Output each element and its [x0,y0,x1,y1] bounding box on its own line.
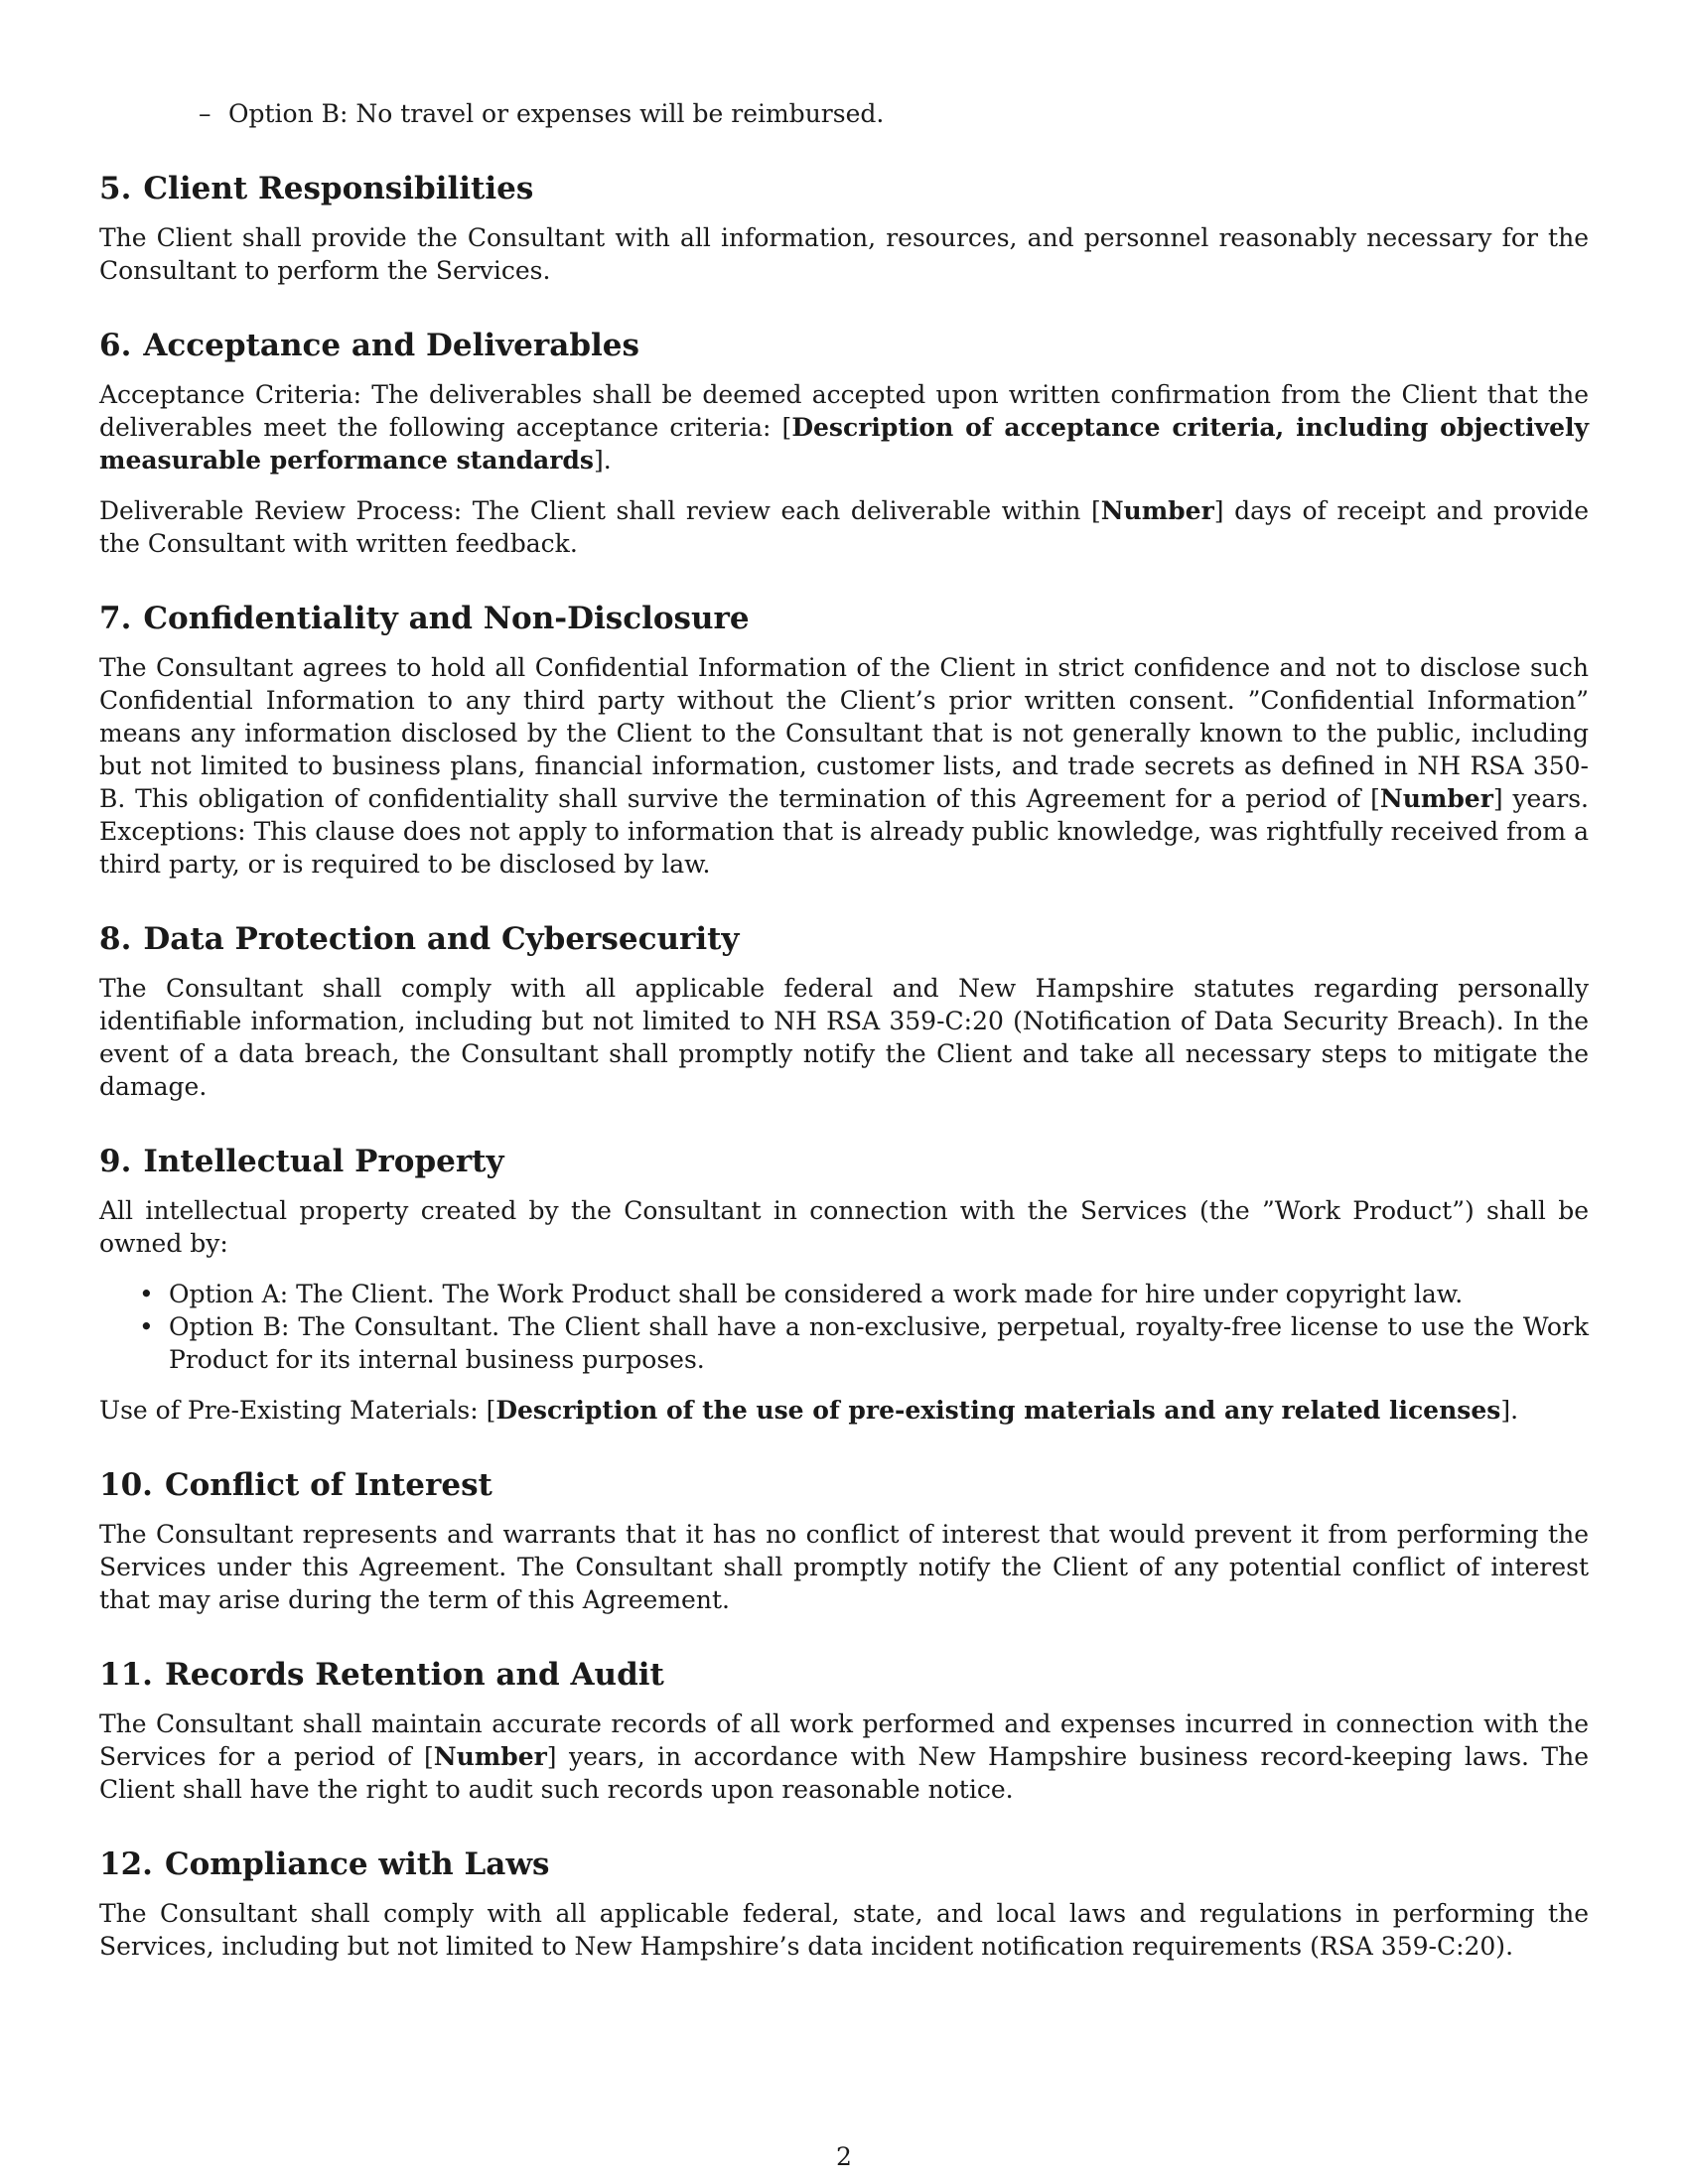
ownership-options-list [99,1278,1589,1376]
placeholder-text: Number [1379,784,1493,813]
section-number: 7. [99,601,132,636]
section-intellectual-property [99,1143,1589,1427]
section-heading [99,1656,1589,1694]
text-run: The Consultant shall maintain accurate records of all work performed and expenses incurred in connection with the Services for a period of [ [99,1709,1589,1771]
acceptance-criteria-paragraph [99,378,1589,477]
list-item: • Option B: The Consultant. The Client shall have a non-exclusive, perpetual, royalty-free license to use the Work Product for its internal business purposes. [99,1310,1589,1376]
section-number: 10. [99,1467,153,1503]
section-heading [99,1466,1589,1504]
pre-existing-materials-paragraph [99,1394,1589,1427]
text-run: ] years. Exceptions: This clause does not apply to information that is already public knowledge, was rightfully received from a third party, or is required to be disclosed by law. [99,784,1589,879]
text-run: Acceptance Criteria: The deliverables shall be deemed accepted upon written confirmation from the Client that the deliverables meet the following acceptance criteria: [ [99,380,1589,442]
section-heading [99,1845,1589,1883]
list-item: • Option A: The Client. The Work Product shall be considered a work made for hire under copyright law. [99,1278,1589,1310]
section-paragraph: The Client shall provide the Consultant with all information, resources, and personnel reasonably necessary for the Consultant to perform the Services. [99,223,1589,285]
text-run: ]. [1500,1396,1519,1425]
continued-option-item: – Option B: No travel or expenses will be reimbursed. [199,97,1589,130]
section-paragraph [99,1707,1589,1806]
section-conflict-of-interest [99,1466,1589,1616]
section-acceptance-deliverables [99,327,1589,560]
placeholder-text: Description of acceptance criteria, including objectively measurable performance standards [99,413,1589,475]
section-paragraph [99,651,1589,881]
page-number: 2 [836,2142,852,2171]
section-heading [99,170,1589,207]
text-run: Use of Pre-Existing Materials: [ [99,1396,496,1425]
section-number: 12. [99,1846,153,1882]
section-heading [99,327,1589,364]
text-run: Deliverable Review Process: The Client shall review each deliverable within [ [99,496,1101,525]
section-paragraph: The Consultant represents and warrants that it has no conflict of interest that would prevent it from performing the Services under this Agreement. The Consultant shall promptly notify the Client of any potential conflict of interest that may arise during the term of this Agreement. [99,1520,1589,1614]
section-paragraph: The Consultant shall comply with all applicable federal and New Hampshire statutes regarding personally identifiable information, including but not limited to NH RSA 359-C:20 (Notification of Data Security Breach). In the event of a data breach, the Consultant shall promptly notify the Client and take all necessary steps to mitigate the damage. [99,974,1589,1101]
section-compliance-with-laws [99,1845,1589,1963]
section-number: 8. [99,921,132,957]
text-run: The Consultant agrees to hold all Confidential Information of the Client in strict confidence and not to disclose such Confidential Information to any third party without the Client’s prior written consent. ”Confidential Information” means any information disclosed by the Client to the Consultant that is not generally known to the public, including but not limited to business plans, financial information, customer lists, and trade secrets as defined in NH RSA 350-B. This obligation of confidentiality shall survive the termination of this Agreement for a period of [ [99,653,1589,813]
section-title: Confidentiality and Non-Disclosure [143,601,750,636]
section-confidentiality [99,600,1589,881]
placeholder-text: Number [433,1742,547,1771]
section-number: 5. [99,171,132,206]
section-title: Data Protection and Cybersecurity [143,921,740,957]
text-run: ]. [594,446,612,475]
section-title: Acceptance and Deliverables [143,328,639,363]
section-paragraph: The Consultant shall comply with all applicable federal, state, and local laws and regulations in performing the Services, including but not limited to New Hampshire’s data incident notification requirements (RSA 359-C:20). [99,1899,1589,1961]
placeholder-text: Description of the use of pre-existing materials and any related licenses [495,1396,1501,1425]
section-heading [99,600,1589,637]
text-run: ] days of receipt and provide the Consultant with written feedback. [99,496,1589,558]
section-paragraph: All intellectual property created by the Consultant in connection with the Services (the ”Work Product”) shall be owned by: [99,1196,1589,1258]
section-number: 9. [99,1144,132,1179]
section-client-responsibilities [99,170,1589,287]
section-data-protection [99,920,1589,1103]
text-run: ] years, in accordance with New Hampshire business record-keeping laws. The Client shall have the right to audit such records upon reasonable notice. [99,1742,1589,1804]
section-number: 11. [99,1657,153,1693]
section-number: 6. [99,328,132,363]
section-title: Records Retention and Audit [164,1657,664,1693]
placeholder-text: Number [1100,496,1214,525]
document-page [99,97,1589,1980]
review-process-paragraph [99,494,1589,560]
section-title: Client Responsibilities [143,171,534,206]
section-heading [99,920,1589,958]
section-title: Conflict of Interest [164,1467,492,1503]
section-records-retention [99,1656,1589,1806]
section-heading [99,1143,1589,1180]
section-title: Intellectual Property [143,1144,504,1179]
section-title: Compliance with Laws [164,1846,550,1882]
